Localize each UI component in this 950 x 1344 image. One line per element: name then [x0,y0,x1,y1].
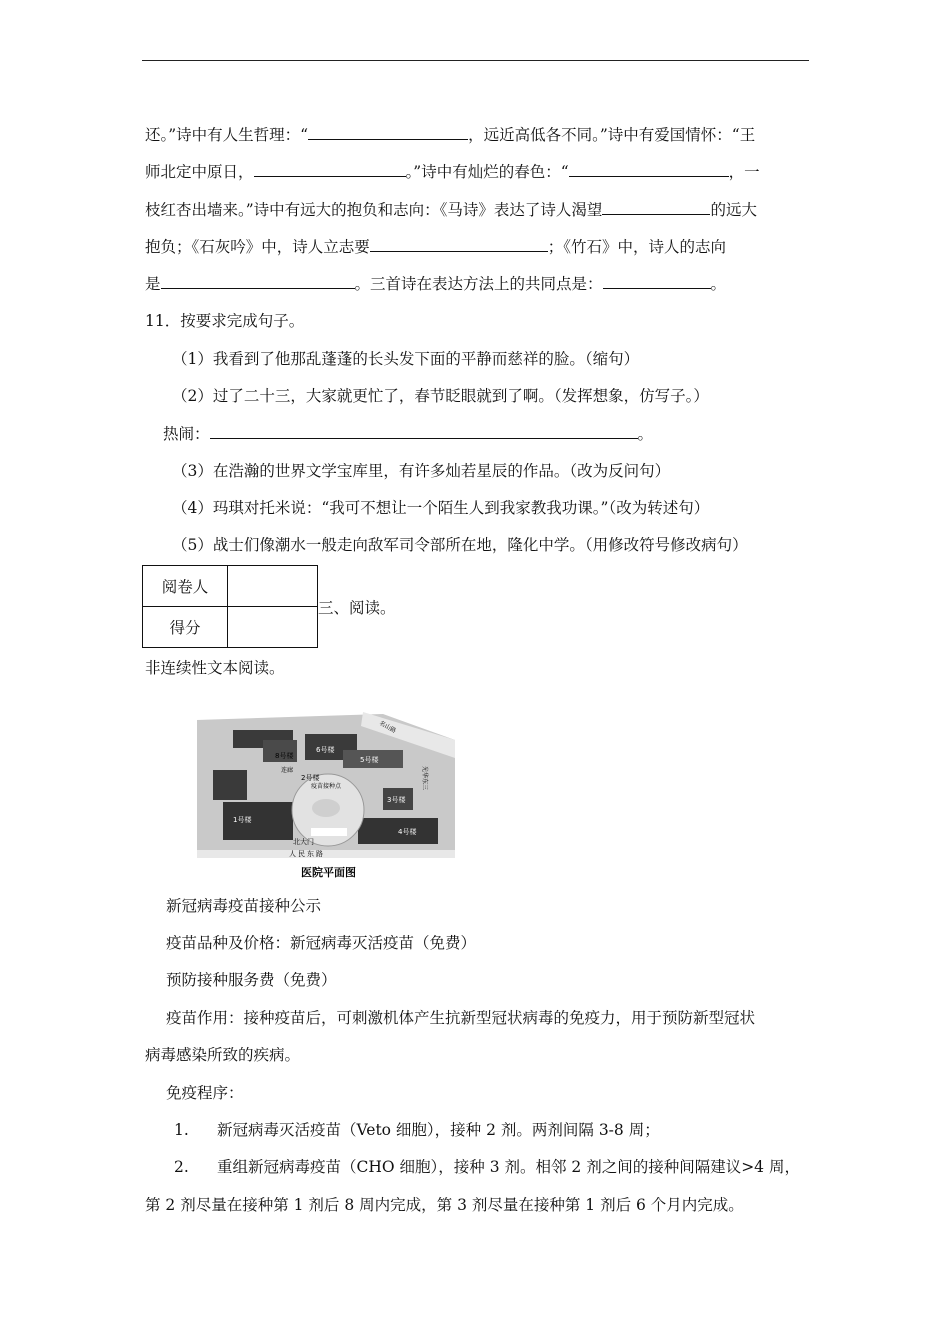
label-road-east: 人民东路 [289,850,325,858]
program-item-1-number: 1. [174,1121,189,1139]
label-building-8: 8号楼 [275,752,294,760]
text: 枝红杏出墙来。”诗中有远大的抱负和志向：《马诗》表达了诗人渴望 [145,201,603,219]
map-caption: 医院平面图 [301,866,356,879]
poem-line-1 [145,124,755,145]
label-building-1: 1号楼 [233,816,252,824]
text: 。三首诗在表达方法上的共同点是： [354,275,603,293]
text: 。 [637,425,654,443]
text: 。 [710,275,727,293]
q11-item-4: （4）玛琪对托米说：“我可不想让一个陌生人到我家教我功课。”（改为转述句） [172,499,710,517]
map-building [213,770,247,800]
label-building-6: 6号楼 [316,746,335,754]
reading-intro: 非连续性文本阅读。 [145,659,285,677]
label-building-5: 5号楼 [360,756,379,764]
notice-title: 新冠病毒疫苗接种公示 [166,897,322,915]
answer-blank[interactable] [370,236,548,252]
q11-item-3: （3）在浩瀚的世界文学宝库里，有许多灿若星辰的作品。（改为反问句） [172,462,671,480]
text: ，一 [728,163,760,181]
q11-item-2: （2）过了二十三，大家就更忙了，春节眨眼就到了啊。（发挥想象，仿写子。） [172,387,709,405]
label-building-3: 3号楼 [387,796,406,804]
map-fountain [312,799,340,817]
notice-variety: 疫苗品种及价格：新冠病毒灭活疫苗（免费） [166,934,477,952]
header-rule [142,60,809,61]
answer-blank[interactable] [161,273,355,289]
text: 。”诗中有灿烂的春色：“ [405,163,569,181]
notice-service: 预防接种服务费（免费） [166,971,337,989]
score-label: 得分 [143,607,228,648]
map-path [311,828,347,836]
poem-line-3 [145,199,757,220]
answer-blank[interactable] [210,423,638,439]
poem-line-4 [145,236,726,257]
question-11-title: 11．按要求完成句子。 [145,312,305,330]
hospital-map [193,710,458,882]
map-road [197,850,455,858]
poem-line-2 [145,161,760,182]
poem-line-5 [145,273,726,294]
text: 是 [145,275,161,293]
answer-blank[interactable] [602,199,710,215]
answer-blank[interactable] [254,161,406,177]
grader-label: 阅卷人 [143,566,228,607]
text: 抱负；《石灰吟》中，诗人立志要 [145,238,370,256]
grader-cell[interactable] [228,566,318,607]
text: ；《竹石》中，诗人的志向 [547,238,727,256]
label-road-side-2: 光华东三 [421,766,428,791]
text: 还。”诗中有人生哲理：“ [145,126,309,144]
notice-effect-1: 疫苗作用：接种疫苗后，可刺激机体产生抗新型冠状病毒的免疫力，用于预防新型冠状 [166,1009,756,1027]
q11-item-1: （1）我看到了他那乱蓬蓬的长头发下面的平静而慈祥的脸。（缩句） [172,350,640,368]
q11-item-2-answer [163,423,653,444]
program-item-1-text: 新冠病毒灭活疫苗（Veto 细胞），接种 2 剂。两剂间隔 3-8 周； [217,1121,660,1139]
label-road-side: 名山路 [378,719,398,735]
text: 师北定中原日， [145,163,254,181]
answer-blank[interactable] [603,273,711,289]
program-item-2-continued: 第 2 剂尽量在接种第 1 剂后 8 周内完成，第 3 剂尽量在接种第 1 剂后 6 个月内完成。 [145,1196,744,1214]
label-vaccine-point: 疫苗接种点 [311,783,342,790]
label-building-4: 4号楼 [398,828,417,836]
label-building-2: 2号楼 [301,774,320,782]
score-cell[interactable] [228,607,318,648]
program-title: 免疫程序： [166,1084,244,1102]
grading-table [142,565,318,648]
program-item-2-text: 重组新冠病毒疫苗（CHO 细胞），接种 3 剂。相邻 2 剂之间的接种间隔建议>4 周， [217,1158,800,1176]
label-north-gate: 北大门 [293,838,314,846]
answer-blank[interactable] [569,161,729,177]
text: 的远大 [710,201,757,219]
answer-blank[interactable] [308,124,468,140]
notice-effect-2: 病毒感染所致的疾病。 [145,1046,301,1064]
q11-item-5: （5）战士们像潮水一般走向敌军司令部所在地，隆化中学。（用修改符号修改病句） [172,536,748,554]
section-3-title: 三、阅读。 [318,599,396,617]
text: 热闹： [163,425,210,443]
text: ，远近高低各不同。”诗中有爱国情怀：“王 [468,126,756,144]
program-item-2-number: 2. [174,1158,189,1176]
label-corridor: 连廊 [281,767,294,774]
